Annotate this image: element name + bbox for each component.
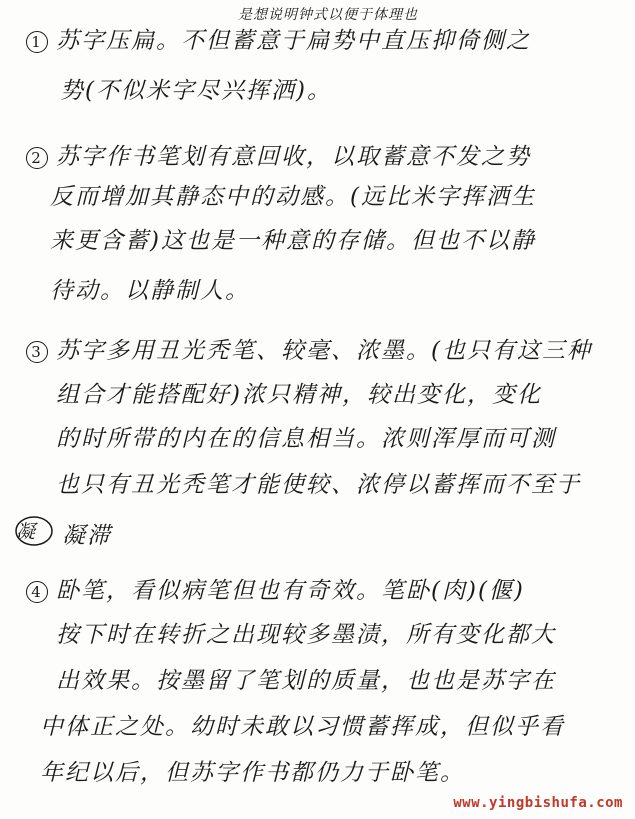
item-2-line-1 (26, 146, 531, 169)
site-watermark[interactable]: www.yingbishufa.com (453, 795, 623, 811)
item-2-line-2: 反而增加其静态中的动感。(远比米字挥洒生 (50, 184, 536, 210)
margin-correction (14, 513, 58, 553)
item-4-line-5: 年纪以后，但苏字作书都仍力于卧笔。 (40, 760, 465, 786)
top-annotation: 是想说明钟式以便于体理也 (238, 7, 418, 23)
item-3-line-3: 的时所带的内在的信息相当。浓则浑厚而可测 (56, 426, 556, 452)
item-4-line-3: 出效果。按墨留了笔划的质量，也也是苏字在 (56, 668, 556, 694)
margin-note-circled-char: 凝 (16, 521, 36, 543)
item-2-line-4: 待动。以静制人。 (50, 278, 250, 304)
item-4-line-4: 中体正之处。幼时未敢以习惯蓄挥成，但似乎看 (40, 714, 565, 740)
item-2-line-3: 来更含蓄)这也是一种意的存储。但也不以静 (50, 228, 536, 254)
item-1-line-1 (26, 30, 531, 53)
item-3-line-2: 组合才能搭配好)浓只精神，较出变化，变化 (56, 382, 542, 408)
item-3-line-4: 也只有丑光秃笔才能使较、浓停以蓄挥而不至于 (56, 472, 581, 498)
item-1-number: 1 (26, 31, 48, 53)
item-4-line-1 (26, 580, 525, 603)
item-3-continuation: 凝滞 (62, 523, 112, 549)
item-2-number: 2 (26, 147, 48, 169)
item-3-line-1-text: 苏字多用丑光秃笔、较毫、浓墨。(也只有这三种 (56, 338, 592, 364)
item-4-line-2: 按下时在转折之出现较多墨渍，所有变化都大 (56, 622, 556, 648)
item-3-line-1 (26, 340, 592, 363)
item-4-number: 4 (26, 581, 48, 603)
item-2-line-1-text: 苏字作书笔划有意回收，以取蓄意不发之势 (56, 144, 531, 170)
item-1-line-2: 势(不似米字尽兴挥洒)。 (60, 78, 332, 104)
item-1-line-1-text: 苏字压扁。不但蓄意于扁势中直压抑倚侧之 (56, 28, 531, 54)
item-4-line-1-text: 卧笔，看似病笔但也有奇效。笔卧(肉)(偃) (56, 578, 525, 604)
item-3-number: 3 (26, 341, 48, 363)
